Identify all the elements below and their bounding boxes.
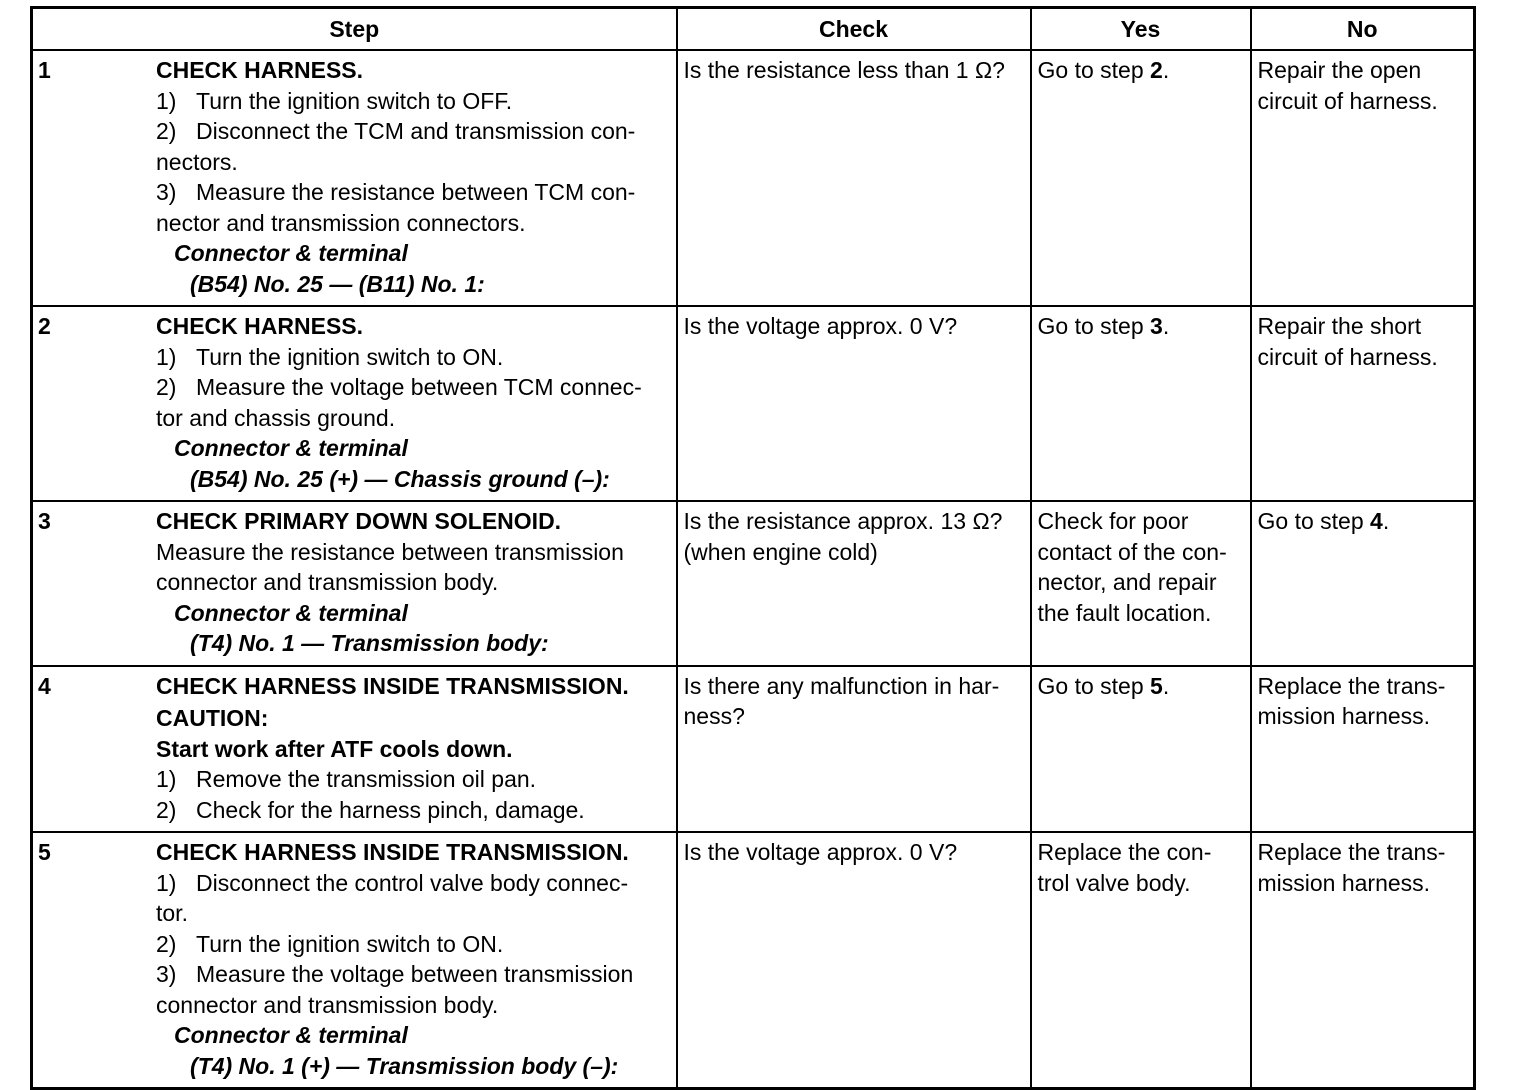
yes-text: nector, and repair	[1037, 569, 1217, 595]
step-cell	[32, 832, 677, 1089]
step-line: nectors.	[156, 148, 238, 175]
step-number: 3	[38, 508, 51, 534]
step-cell	[32, 306, 677, 501]
terminal-spec: (T4) No. 1 — Transmission body:	[190, 630, 549, 656]
caution-label: CAUTION:	[156, 705, 269, 731]
no-text: Replace the trans-	[1257, 839, 1446, 865]
header-row	[32, 8, 1475, 51]
step-line: tor.	[156, 900, 188, 926]
step-number: 4	[38, 672, 51, 699]
step-link: 2	[1150, 57, 1163, 83]
connector-label: Connector & terminal	[174, 435, 408, 461]
step-line: connector and transmission body.	[156, 991, 499, 1018]
terminal-spec: (B54) No. 25 — (B11) No. 1:	[190, 270, 485, 297]
step-link: 4	[1370, 508, 1383, 534]
check-text: (when engine cold)	[683, 538, 878, 565]
step-body	[156, 506, 672, 659]
yes-text: Go to step	[1037, 313, 1151, 339]
step-line: Measure the resistance between transmission	[156, 538, 624, 565]
step-cell	[32, 666, 677, 833]
diagnostic-table	[30, 6, 1476, 1090]
step-line: 2) Check for the harness pinch, damage.	[156, 796, 585, 823]
step-title: CHECK HARNESS.	[156, 313, 364, 339]
yes-text: Replace the con-	[1037, 839, 1212, 865]
step-line: 2) Turn the ignition switch to ON.	[156, 930, 504, 957]
yes-cell: Go to step 3.	[1031, 306, 1251, 501]
step-link: 5	[1150, 672, 1163, 699]
step-line: nector and transmission connectors.	[156, 209, 526, 236]
no-text: Repair the open	[1257, 57, 1422, 83]
table-row	[32, 306, 1475, 501]
connector-label: Connector & terminal	[174, 599, 408, 626]
header-step: Step	[32, 8, 677, 51]
caution-text: Start work after ATF cools down.	[156, 735, 513, 762]
check-text: Is the voltage approx. 0 V?	[683, 839, 958, 865]
no-cell	[1251, 306, 1475, 501]
step-line: connector and transmission body.	[156, 569, 499, 595]
step-number: 5	[38, 839, 51, 865]
step-body	[156, 311, 672, 494]
step-line: 1) Turn the ignition switch to OFF.	[156, 87, 513, 114]
check-cell	[677, 50, 1031, 306]
header-yes: Yes	[1031, 8, 1251, 51]
no-text: circuit of harness.	[1257, 87, 1438, 114]
terminal-spec: (B54) No. 25 (+) — Chassis ground (–):	[190, 465, 610, 492]
check-text: Is the resistance approx. 13 Ω?	[683, 508, 1003, 534]
step-body	[156, 55, 672, 299]
table-row	[32, 832, 1475, 1089]
step-line: 1) Disconnect the control valve body connec-	[156, 869, 629, 896]
step-body	[156, 837, 672, 1081]
no-cell: Go to step 4.	[1251, 501, 1475, 666]
step-line: 2) Measure the voltage between TCM connec-	[156, 374, 642, 400]
yes-cell	[1031, 832, 1251, 1089]
connector-label: Connector & terminal	[174, 1022, 408, 1048]
check-cell	[677, 832, 1031, 1089]
step-line: 1) Turn the ignition switch to ON.	[156, 343, 504, 370]
step-number: 1	[38, 57, 51, 83]
check-cell	[677, 306, 1031, 501]
step-title: CHECK HARNESS INSIDE TRANSMISSION.	[156, 839, 629, 865]
step-line: tor and chassis ground.	[156, 404, 396, 431]
no-text: Replace the trans-	[1257, 672, 1446, 699]
check-text: Is the voltage approx. 0 V?	[683, 313, 958, 339]
yes-text: contact of the con-	[1037, 538, 1227, 565]
yes-text: trol valve body.	[1037, 869, 1191, 896]
yes-text: Go to step	[1037, 672, 1151, 699]
yes-text: the fault location.	[1037, 599, 1212, 626]
step-line: 2) Disconnect the TCM and transmission con-	[156, 118, 636, 144]
table-row	[32, 50, 1475, 306]
no-text: Go to step	[1257, 508, 1371, 534]
no-text: circuit of harness.	[1257, 343, 1438, 370]
no-cell	[1251, 666, 1475, 833]
step-line: 1) Remove the transmission oil pan.	[156, 766, 537, 792]
no-cell	[1251, 50, 1475, 306]
no-text: Repair the short	[1257, 313, 1422, 339]
step-cell	[32, 50, 677, 306]
no-cell	[1251, 832, 1475, 1089]
step-number: 2	[38, 313, 51, 339]
step-link: 3	[1150, 313, 1163, 339]
step-title: CHECK PRIMARY DOWN SOLENOID.	[156, 508, 562, 534]
connector-label: Connector & terminal	[174, 240, 408, 266]
step-line: 3) Measure the resistance between TCM con-	[156, 179, 636, 205]
no-text: mission harness.	[1257, 703, 1431, 729]
yes-cell	[1031, 501, 1251, 666]
yes-text: Go to step	[1037, 57, 1151, 83]
step-title: CHECK HARNESS INSIDE TRANSMISSION.	[156, 672, 629, 699]
check-text: Is the resistance less than 1 Ω?	[683, 57, 1005, 83]
check-text: ness?	[683, 703, 745, 729]
step-line: 3) Measure the voltage between transmission	[156, 961, 634, 987]
table-row	[32, 666, 1475, 833]
step-title: CHECK HARNESS.	[156, 57, 364, 83]
yes-cell: Go to step 5.	[1031, 666, 1251, 833]
header-no: No	[1251, 8, 1475, 51]
yes-text: Check for poor	[1037, 508, 1189, 534]
no-text: mission harness.	[1257, 869, 1431, 896]
table-row	[32, 501, 1475, 666]
step-cell	[32, 501, 677, 666]
header-check: Check	[677, 8, 1031, 51]
terminal-spec: (T4) No. 1 (+) — Transmission body (–):	[190, 1052, 619, 1079]
check-cell	[677, 501, 1031, 666]
step-body	[156, 671, 672, 826]
check-text: Is there any malfunction in har-	[683, 672, 1000, 699]
yes-cell: Go to step 2.	[1031, 50, 1251, 306]
check-cell	[677, 666, 1031, 833]
